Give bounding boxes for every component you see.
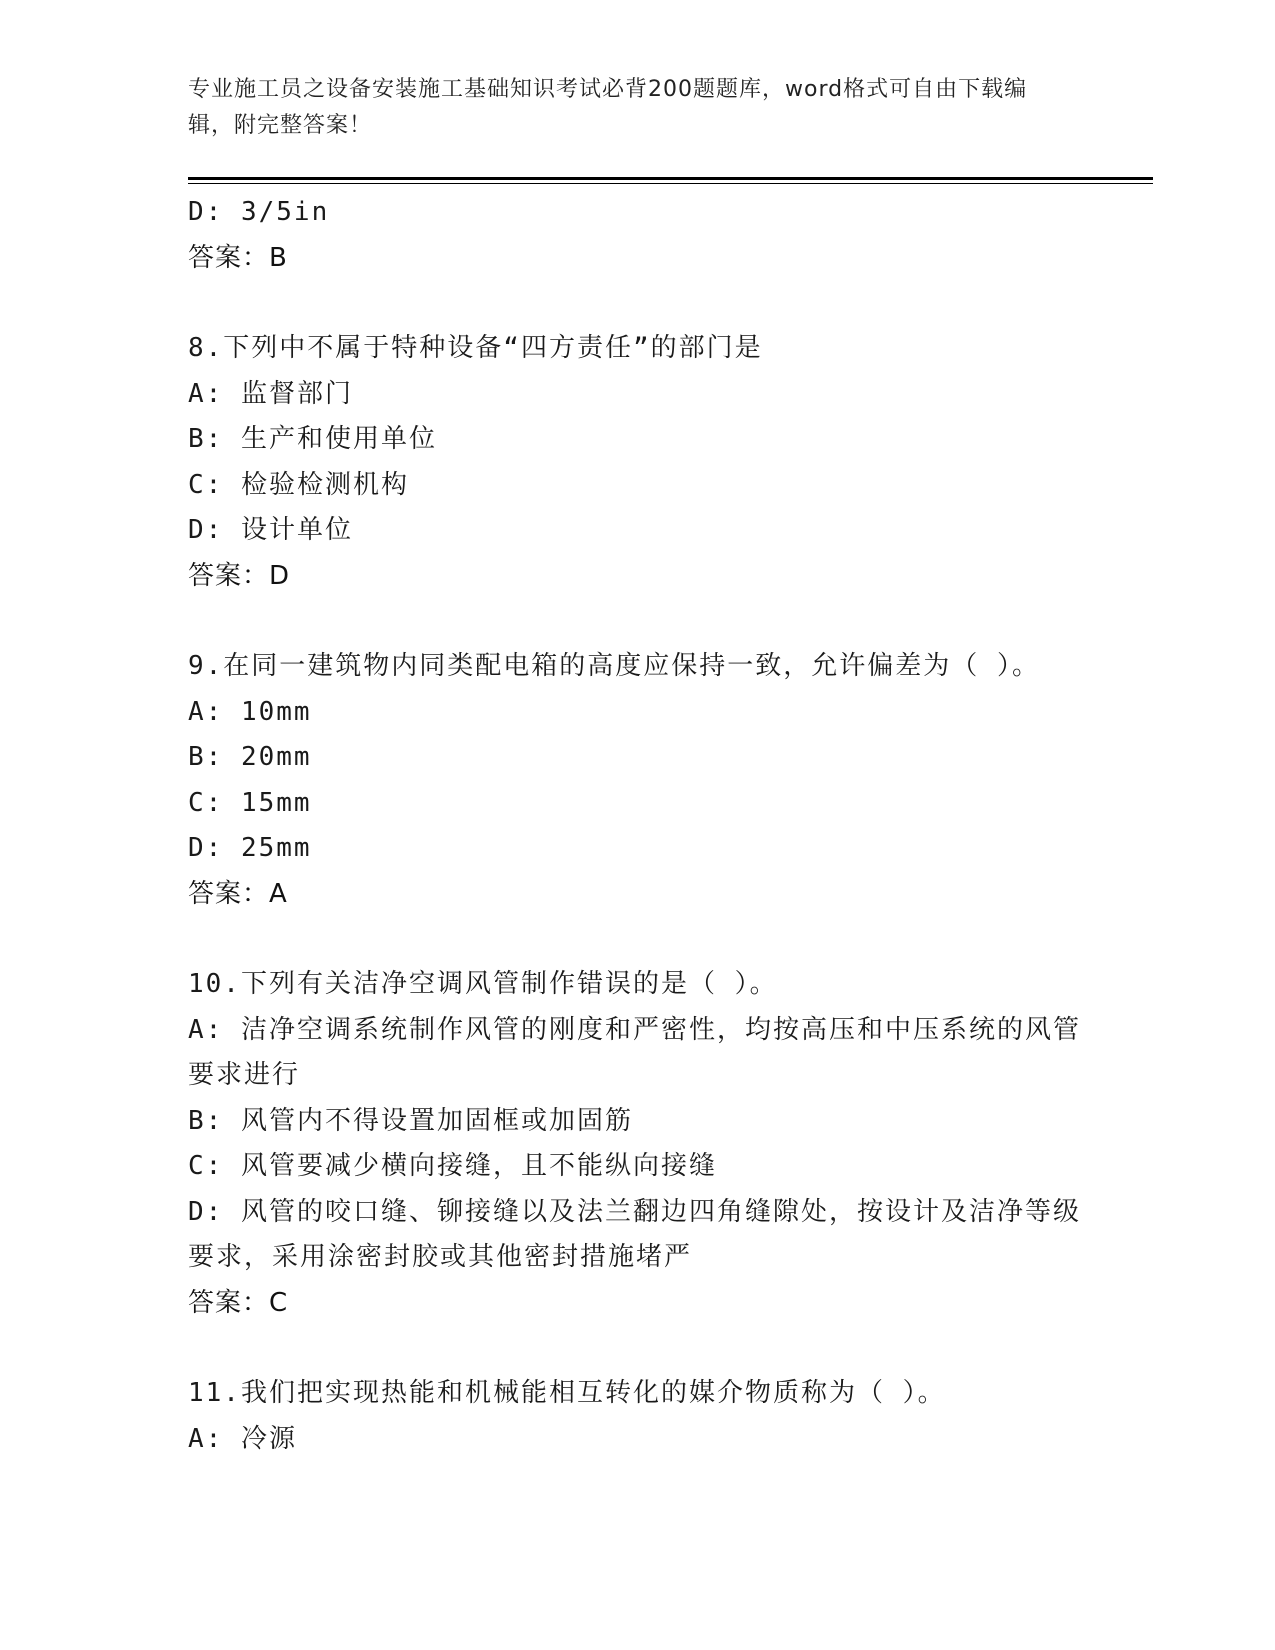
option-item: B: 风管内不得设置加固框或加固筋: [188, 1105, 633, 1136]
option-item: B: 生产和使用单位: [188, 424, 437, 454]
question-block: [188, 644, 1088, 917]
answer-line: 答案：C: [188, 1287, 289, 1318]
option-item: A: 冷源: [188, 1423, 297, 1454]
option-item: C: 15mm: [188, 787, 312, 818]
header-divider-thin: [188, 183, 1153, 184]
option-item: A: 洁净空调系统制作风管的刚度和严密性，均按高压和中压系统的风管要求进行: [188, 1014, 1081, 1090]
answer-line: 答案：B: [188, 242, 288, 273]
question-text: 10.下列有关洁净空调风管制作错误的是（ ）。: [188, 969, 778, 999]
option-item: A: 监督部门: [188, 378, 353, 409]
option-item: D: 3/5in: [188, 197, 330, 227]
question-text: 8.下列中不属于特种设备“四方责任”的部门是: [188, 333, 763, 363]
option-item: D: 设计单位: [188, 515, 353, 545]
option-item: A: 10mm: [188, 696, 312, 727]
question-text: 11.我们把实现热能和机械能相互转化的媒介物质称为（ ）。: [188, 1378, 946, 1408]
question-block: [188, 1371, 1088, 1462]
document-header: 专业施工员之设备安装施工基础知识考试必背200题题库，word格式可自由下载编辑，附完整答案！: [188, 77, 1028, 138]
option-item: D: 风管的咬口缝、铆接缝以及法兰翻边四角缝隙处，按设计及洁净等级要求，采用涂密封胶或其他密封措施堵严: [188, 1196, 1081, 1272]
answer-line: 答案：D: [188, 560, 291, 591]
option-item: C: 风管要减少横向接缝，且不能纵向接缝: [188, 1151, 717, 1181]
question-block: [188, 326, 1088, 599]
option-item: B: 20mm: [188, 742, 312, 772]
question-text: 9.在同一建筑物内同类配电箱的高度应保持一致，允许偏差为（ ）。: [188, 651, 1040, 681]
question-block: [188, 190, 1088, 281]
option-item: D: 25mm: [188, 833, 312, 863]
question-list: [188, 190, 1088, 1462]
question-block: [188, 962, 1088, 1326]
option-item: C: 检验检测机构: [188, 469, 409, 500]
answer-line: 答案：A: [188, 878, 288, 909]
header-divider-thick: [188, 177, 1153, 180]
